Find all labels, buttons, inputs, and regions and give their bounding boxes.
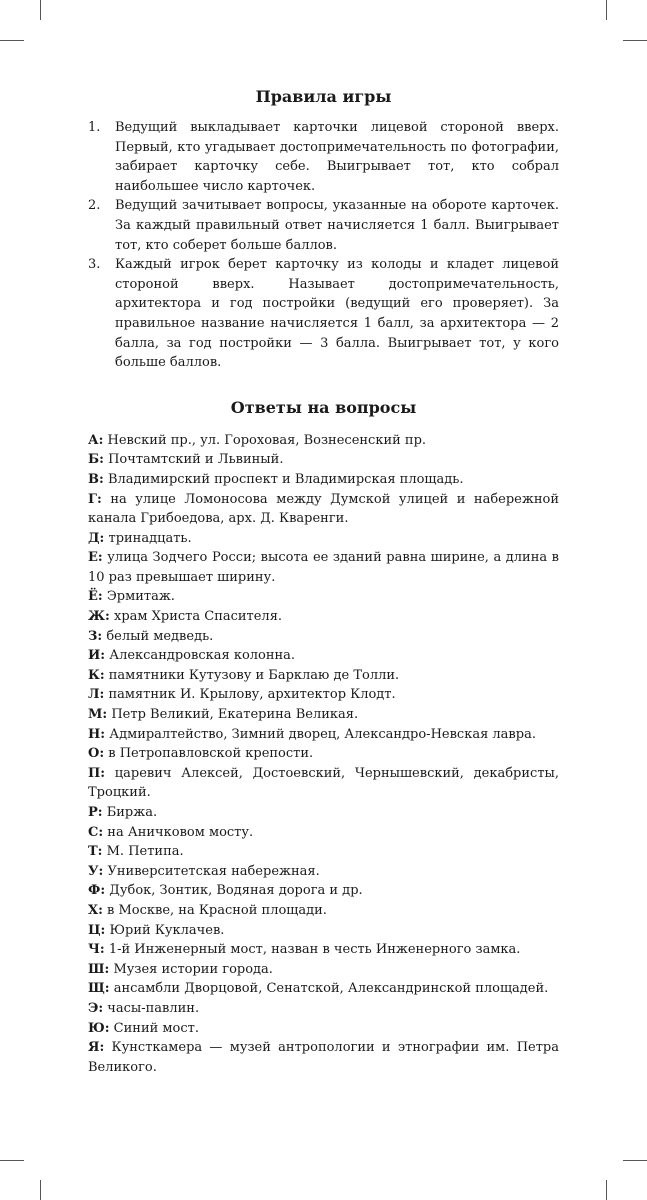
answer-item <box>88 999 559 1019</box>
answer-item <box>88 450 559 470</box>
answer-item <box>88 725 559 745</box>
rule-number: 3. <box>88 257 101 273</box>
answer-letter: Х: <box>88 902 103 918</box>
answer-letter: Г: <box>88 491 102 507</box>
answer-letter: Ж: <box>88 609 110 625</box>
document-page <box>88 86 559 1077</box>
crop-mark-left-top <box>0 40 24 41</box>
answer-item <box>88 803 559 823</box>
answer-text: Юрий Куклачев. <box>109 922 225 938</box>
answer-text: Адмиралтейство, Зимний дворец, Александро-Невская лавра. <box>109 726 536 742</box>
answer-text: в Москве, на Красной площади. <box>107 902 327 918</box>
rule-text: Ведущий выкладывает карточки лицевой стороной вверх. Первый, кто угадывает достопримечательность по фотографии, забирает карточку себе. Выигрывает тот, кто собрал наибольшее число карточек. <box>115 120 559 194</box>
answer-letter: Ч: <box>88 942 105 958</box>
answer-item <box>88 862 559 882</box>
answer-letter: Б: <box>88 452 104 468</box>
crop-mark-left-bottom <box>0 1160 24 1161</box>
answer-letter: З: <box>88 628 103 644</box>
answer-text: Синий мост. <box>113 1020 199 1036</box>
answer-text: Эрмитаж. <box>106 589 175 605</box>
answer-letter: И: <box>88 648 106 664</box>
answer-text: Музея истории города. <box>113 961 273 977</box>
rule-number: 2. <box>88 198 101 214</box>
answer-text: храм Христа Спасителя. <box>114 609 283 625</box>
crop-mark-top-left <box>40 0 41 20</box>
answer-text: Петр Великий, Екатерина Великая. <box>111 707 359 723</box>
answer-text: на Аничковом мосту. <box>107 824 254 840</box>
answer-letter: Е: <box>88 550 103 566</box>
answer-item <box>88 764 559 803</box>
answer-item <box>88 960 559 980</box>
answer-item <box>88 490 559 529</box>
answer-item <box>88 685 559 705</box>
answer-item <box>88 548 559 587</box>
answer-letter: М: <box>88 707 108 723</box>
answer-text: памятники Кутузову и Барклаю де Толли. <box>108 667 400 683</box>
answer-item <box>88 529 559 549</box>
answer-item <box>88 666 559 686</box>
answer-item <box>88 979 559 999</box>
answer-item <box>88 940 559 960</box>
answer-item <box>88 587 559 607</box>
answer-letter: Щ: <box>88 981 110 997</box>
answer-item <box>88 744 559 764</box>
answer-item <box>88 842 559 862</box>
answer-text: Кунсткамера — музей антропологии и этнографии им. Петра Великого. <box>88 1040 559 1075</box>
crop-mark-bottom-left <box>40 1180 41 1200</box>
answer-item <box>88 646 559 666</box>
answer-text: Биржа. <box>106 805 158 820</box>
answer-text: Невский пр., ул. Гороховая, Вознесенский пр. <box>107 432 427 448</box>
crop-mark-right-bottom <box>623 1160 647 1161</box>
answer-item <box>88 431 559 451</box>
answer-item <box>88 921 559 941</box>
answer-letter: Ф: <box>88 883 106 899</box>
answers-heading: Ответы на вопросы <box>230 397 417 417</box>
answer-letter: В: <box>88 471 104 487</box>
answer-letter: К: <box>88 667 105 683</box>
rule-item <box>88 118 559 196</box>
answer-text: в Петропавловской крепости. <box>108 746 314 762</box>
answer-letter: Р: <box>88 805 103 820</box>
rule-text: Каждый игрок берет карточку из колоды и кладет лицевой стороной вверх. Называет достопримечательность, архитектора и год постройки (ведущий его проверяет). За правильное название начисляется 1 балл, за архитектора — 2 балла, за год постройки — 3 балла. Выигрывает тот, у кого больше баллов. <box>115 257 559 371</box>
answer-text: 1-й Инженерный мост, назван в честь Инженерного замка. <box>108 942 521 958</box>
answer-text: царевич Алексей, Достоевский, Чернышевский, декабристы, Троцкий. <box>88 765 559 801</box>
answer-text: Почтамтский и Львиный. <box>108 452 284 468</box>
answer-text: на улице Ломоносова между Думской улицей и набережной канала Грибоедова, арх. Д. Кваренги. <box>88 491 559 527</box>
answer-letter: Я: <box>88 1040 105 1056</box>
answer-item <box>88 823 559 843</box>
answer-letter: Л: <box>88 687 105 703</box>
rule-item <box>88 255 559 373</box>
answer-letter: Д: <box>88 530 105 546</box>
answer-item <box>88 470 559 490</box>
rules-list <box>88 118 559 373</box>
answer-text: Университетская набережная. <box>107 863 320 879</box>
answer-text: тринадцать. <box>108 530 192 546</box>
answer-text: ансамбли Дворцовой, Сенатской, Александринской площадей. <box>113 981 549 997</box>
answer-text: Владимирский проспект и Владимирская площадь. <box>107 471 464 487</box>
answer-item <box>88 1019 559 1039</box>
answer-item <box>88 627 559 647</box>
rule-item <box>88 196 559 255</box>
answer-letter: Ё: <box>88 589 103 605</box>
answer-letter: С: <box>88 824 104 840</box>
answer-item <box>88 901 559 921</box>
answer-text: М. Петипа. <box>106 844 184 860</box>
answer-text: Александровская колонна. <box>109 648 296 664</box>
answer-letter: А: <box>88 432 104 448</box>
crop-mark-right-top <box>623 40 647 41</box>
answer-text: улица Зодчего Росси; высота ее зданий равна ширине, а длина в 10 раз превышает ширину. <box>88 550 559 585</box>
crop-mark-bottom-right <box>606 1180 607 1200</box>
answer-letter: Н: <box>88 726 106 742</box>
answer-item <box>88 705 559 725</box>
rules-heading: Правила игры <box>255 87 392 106</box>
answer-item <box>88 1038 559 1077</box>
answer-letter: Т: <box>88 844 103 860</box>
answer-letter: Ю: <box>88 1020 110 1036</box>
answer-item <box>88 607 559 627</box>
answer-item <box>88 881 559 901</box>
answer-text: часы-павлин. <box>107 1000 200 1016</box>
answer-letter: О: <box>88 746 105 762</box>
answer-text: Дубок, Зонтик, Водяная дорога и др. <box>109 883 363 899</box>
answer-letter: Ц: <box>88 922 106 938</box>
rule-text: Ведущий зачитывает вопросы, указанные на обороте карточек. За каждый правильный ответ начисляется 1 балл. Выигрывает тот, кто соберет больше баллов. <box>115 198 559 253</box>
crop-mark-top-right <box>606 0 607 20</box>
answer-letter: У: <box>88 863 104 879</box>
answer-text: белый медведь. <box>106 628 214 644</box>
answers-list <box>88 431 559 1078</box>
answer-text: памятник И. Крылову, архитектор Клодт. <box>108 687 396 703</box>
answer-letter: Ш: <box>88 961 110 977</box>
answer-letter: П: <box>88 765 106 781</box>
answer-letter: Э: <box>88 1000 104 1016</box>
rule-number: 1. <box>88 120 101 135</box>
